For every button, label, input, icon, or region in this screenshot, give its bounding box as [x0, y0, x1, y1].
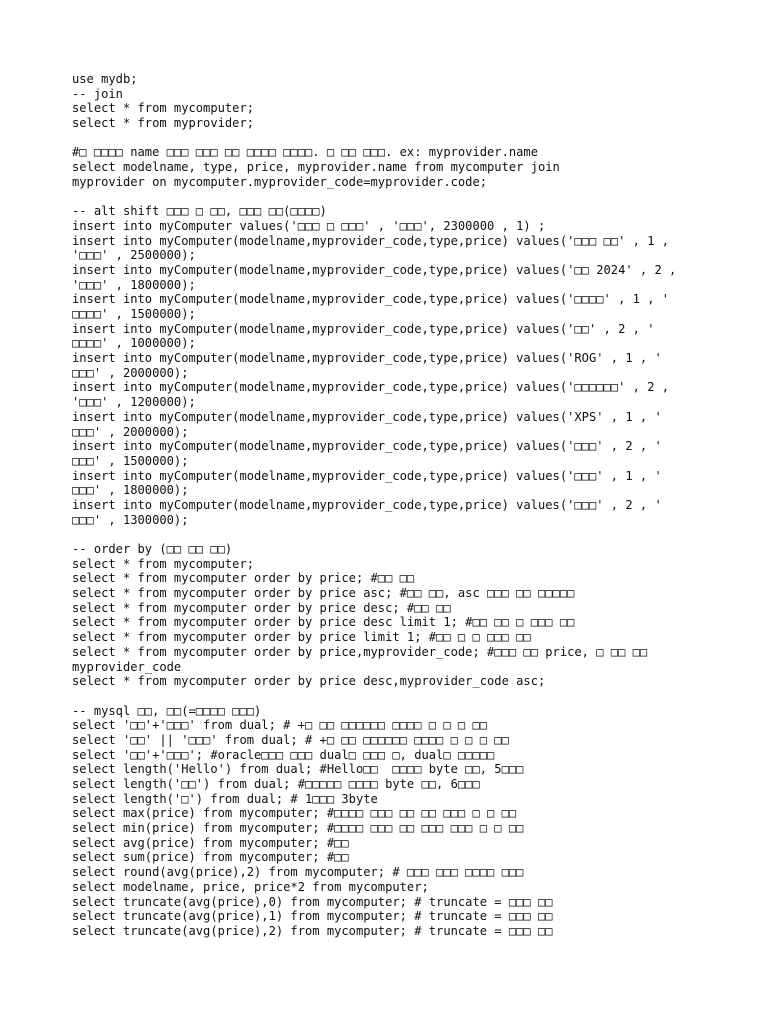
code-line: select round(avg(price),2) from mycomputer; # □□□ □□□ □□□□ □□□: [72, 865, 524, 880]
code-line: '□□□' , 1200000);: [72, 395, 196, 410]
code-line: insert into myComputer(modelname,myprovider_code,type,price) values('□□□' , 2 , ': [72, 497, 662, 512]
code-line: [72, 190, 712, 205]
code-line: -- mysql □□, □□(=□□□□ □□□): [72, 703, 262, 718]
code-line: myprovider on mycomputer.myprovider_code=myprovider.code;: [72, 174, 488, 189]
code-line: □□□□' , 1500000);: [72, 307, 196, 321]
code-line: select length('□□') from dual; #□□□□□ □□□□ byte □□, 6□□□: [72, 777, 480, 791]
code-line: select truncate(avg(price),0) from mycomputer; # truncate = □□□ □□: [72, 894, 553, 909]
code-line: '□□□' , 1800000);: [72, 277, 196, 292]
code-line: select truncate(avg(price),2) from mycomputer; # truncate = □□□ □□: [72, 923, 553, 938]
code-line: use mydb;: [72, 72, 138, 86]
sql-code-block: [72, 72, 712, 939]
code-line: select * from mycomputer;: [72, 101, 255, 116]
code-line: insert into myComputer values('□□□ □ □□□' , '□□□', 2300000 , 1) ;: [72, 218, 546, 233]
code-line: insert into myComputer(modelname,myprovider_code,type,price) values('ROG' , 1 , ': [72, 351, 662, 366]
code-line: select * from mycomputer order by price limit 1; #□□ □ □ □□□ □□: [72, 630, 531, 645]
code-line: insert into myComputer(modelname,myprovider_code,type,price) values('□□□ □□' , 1 ,: [72, 233, 670, 248]
code-line: select min(price) from mycomputer; #□□□□ □□□ □□ □□□ □□□ □ □ □□: [72, 821, 524, 836]
code-line: □□□' , 1300000);: [72, 512, 189, 527]
code-line: select * from mycomputer order by price; #□□ □□: [72, 571, 415, 586]
code-line: myprovider_code: [72, 659, 182, 674]
code-line: [72, 689, 712, 704]
code-line: select '□□'+'□□□'; #oracle□□□ □□□ dual□ □□□ □, dual□ □□□□□: [72, 747, 495, 762]
code-line: □□□' , 1500000);: [72, 453, 189, 468]
code-line: #□ □□□□ name □□□ □□□ □□ □□□□ □□□□. □ □□ □□□. ex: myprovider.name: [72, 145, 538, 160]
code-line: select * from myprovider;: [72, 116, 255, 131]
code-line: select modelname, type, price, myprovider.name from mycomputer join: [72, 160, 560, 175]
code-line: select sum(price) from mycomputer; #□□: [72, 850, 349, 865]
code-line: '□□□' , 2500000);: [72, 248, 196, 263]
code-line: select length('□') from dual; # 1□□□ 3byte: [72, 791, 378, 806]
code-line: select * from mycomputer;: [72, 556, 255, 571]
code-line: select modelname, price, price*2 from mycomputer;: [72, 879, 429, 894]
code-line: insert into myComputer(modelname,myprovider_code,type,price) values('□□□□' , 1 , ': [72, 292, 670, 307]
code-line: insert into myComputer(modelname,myprovider_code,type,price) values('XPS' , 1 , ': [72, 409, 662, 424]
code-line: select * from mycomputer order by price,myprovider_code; #□□□ □□ price, □ □□ □□: [72, 644, 648, 659]
code-line: select avg(price) from mycomputer; #□□: [72, 835, 349, 850]
code-line: select length('Hello') from dual; #Hello□□ □□□□ byte □□, 5□□□: [72, 762, 524, 777]
code-line: insert into myComputer(modelname,myprovider_code,type,price) values('□□' , 2 , ': [72, 321, 655, 336]
code-line: -- order by (□□ □□ □□): [72, 542, 233, 556]
code-line: -- join: [72, 86, 123, 101]
code-line: □□□' , 2000000);: [72, 365, 189, 380]
code-line: select * from mycomputer order by price desc; #□□ □□: [72, 600, 451, 615]
code-line: [72, 527, 712, 542]
code-line: [72, 131, 712, 146]
code-line: insert into myComputer(modelname,myprovider_code,type,price) values('□□□□□□' , 2 ,: [72, 380, 670, 395]
code-line: □□□' , 1800000);: [72, 483, 189, 498]
code-line: select * from mycomputer order by price desc,myprovider_code asc;: [72, 674, 546, 689]
code-line: insert into myComputer(modelname,myprovider_code,type,price) values('□□□' , 1 , ': [72, 468, 662, 483]
code-line: select truncate(avg(price),1) from mycomputer; # truncate = □□□ □□: [72, 909, 553, 924]
code-line: select '□□' || '□□□' from dual; # +□ □□ □□□□□□ □□□□ □ □ □ □□: [72, 732, 509, 747]
code-line: insert into myComputer(modelname,myprovider_code,type,price) values('□□ 2024' , 2 ,: [72, 262, 677, 277]
code-line: □□□' , 2000000);: [72, 424, 189, 439]
code-line: insert into myComputer(modelname,myprovider_code,type,price) values('□□□' , 2 , ': [72, 439, 662, 454]
code-line: select * from mycomputer order by price asc; #□□ □□, asc □□□ □□ □□□□□: [72, 586, 575, 601]
code-line: select * from mycomputer order by price desc limit 1; #□□ □□ □ □□□ □□: [72, 615, 575, 630]
code-line: -- alt shift □□□ □ □□, □□□ □□(□□□□): [72, 204, 327, 219]
code-line: select max(price) from mycomputer; #□□□□ □□□ □□ □□ □□□ □ □ □□: [72, 806, 517, 821]
code-line: select '□□'+'□□□' from dual; # +□ □□ □□□□□□ □□□□ □ □ □ □□: [72, 718, 488, 733]
code-line: □□□□' , 1000000);: [72, 336, 196, 351]
